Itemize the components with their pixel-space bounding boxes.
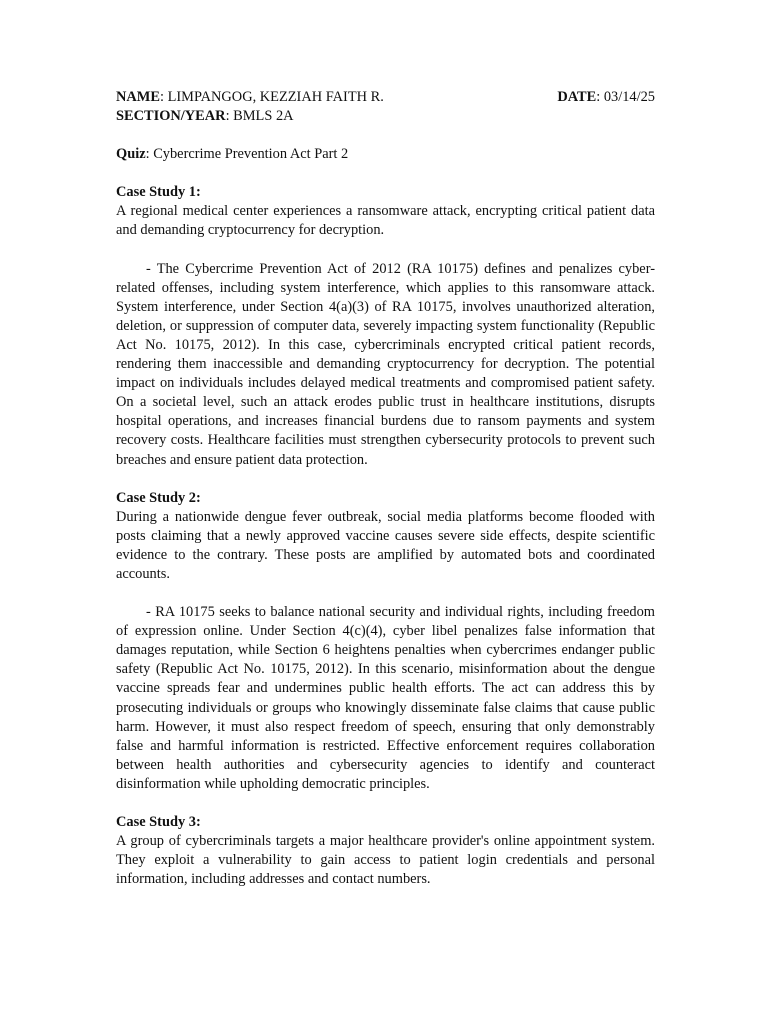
header-row bbox=[116, 88, 655, 107]
case-study-2-title: Case Study 2: bbox=[116, 489, 201, 506]
case-study-2-scenario: During a nationwide dengue fever outbreak, social media platforms become flooded with posts claiming that a newly approved vaccine causes severe side effects, despite scientific evidence to the contrary. These posts are amplified by automated bots and coordinated accounts. bbox=[116, 508, 655, 582]
spacer bbox=[116, 794, 655, 813]
date-value: : 03/14/25 bbox=[596, 89, 655, 105]
name-label: NAME bbox=[116, 89, 160, 105]
name-line bbox=[116, 88, 384, 107]
spacer bbox=[116, 470, 655, 489]
section-label: SECTION/YEAR bbox=[116, 108, 226, 125]
date-label: DATE bbox=[557, 89, 597, 105]
case-study-1-scenario: A regional medical center experiences a ransomware attack, encrypting critical patient data and demanding cryptocurrency for decryption. bbox=[116, 203, 655, 239]
document-body bbox=[116, 88, 655, 889]
spacer bbox=[116, 126, 655, 145]
spacer bbox=[116, 164, 655, 183]
case-study-1-answer: - The Cybercrime Prevention Act of 2012 (RA 10175) defines and penalizes cyber-related offenses, including system interference, which applies to this ransomware attack. System interference, under Section 4(a)(3) of RA 10175, involves unauthorized alteration, deletion, or suppression of computer data, severely impacting system functionality (Republic Act No. 10175, 2012). In this case, cybercriminals encrypted critical patient records, rendering them inaccessible and demanding cryptocurrency for decryption. The potential impact on individuals includes delayed medical treatments and compromised patient safety. On a societal level, such an attack erodes public trust in healthcare institutions, disrupts hospital operations, and increases financial burdens due to ransom payments and system recovery costs. Healthcare facilities must strengthen cybersecurity protocols to prevent such breaches and ensure patient data protection. bbox=[116, 260, 655, 468]
quiz-line bbox=[116, 145, 655, 164]
section-line bbox=[116, 107, 655, 126]
case-study-1-title: Case Study 1: bbox=[116, 184, 201, 201]
section-value: : BMLS 2A bbox=[225, 108, 294, 125]
case-study-3-title: Case Study 3: bbox=[116, 814, 201, 830]
quiz-value: : Cybercrime Prevention Act Part 2 bbox=[145, 146, 349, 163]
quiz-label: Quiz bbox=[116, 146, 146, 163]
case-study-3-scenario: A group of cybercriminals targets a major healthcare provider's online appointment system. They exploit a vulnerability to gain access to patient login credentials and personal information, including addresses and contact numbers. bbox=[116, 833, 655, 888]
date-line bbox=[557, 88, 655, 107]
name-value: : LIMPANGOG, KEZZIAH FAITH R. bbox=[159, 89, 384, 105]
case-study-2-answer: - RA 10175 seeks to balance national security and individual rights, including freedom of expression online. Under Section 4(c)(4), cyber libel penalizes false information that damages reputation, while Section 6 heightens penalties when cybercrimes endanger public safety (Republic Act No. 10175, 2012). In this scenario, misinformation about the dengue vaccine spreads fear and undermines public health efforts. The act can address this by prosecuting individuals or groups who knowingly disseminate false claims that cause public harm. However, it must also respect freedom of speech, ensuring that only demonstrably false and harmful information is restricted. Effective enforcement requires collaboration between health authorities and cybersecurity agencies to identify and counteract disinformation while upholding democratic principles. bbox=[116, 604, 655, 792]
spacer bbox=[116, 584, 655, 603]
spacer bbox=[116, 241, 655, 260]
